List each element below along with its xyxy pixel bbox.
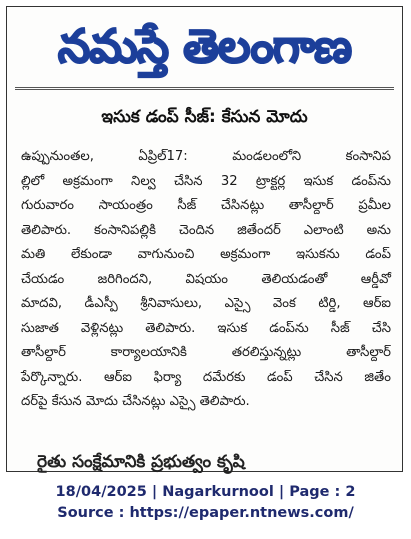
article-line: దర్‌పై కేసున మోదు చేసినట్లు ఎస్సై తెలిపారు. [21, 394, 250, 409]
article-line: గురువారం సాయంత్రం సీజ్ చేసినట్లు తాసీల్దార్ ప్రమీల [21, 198, 391, 213]
masthead-divider [15, 87, 394, 90]
news-clipping [6, 6, 403, 472]
article-line: సుజాత వెళ్లినట్లు తెలిపారు. ఇసుక డంప్‌ను సీజ్ చేసి [21, 320, 391, 336]
article-line: చేయడం జరిగిందని, విషయం తెలియడంతో ఆర్డీవో [21, 271, 391, 287]
article-line: పేర్కొన్నారు. ఆర్ఐ ఫిర్యా దమేరకు డంప్ చేసిన జితేం [21, 369, 391, 385]
next-article-headline-cut [37, 452, 372, 477]
article-line: తెలిపారు. కంసానిపల్లికి చెందిన జితేందర్ ఎలాంటి అను [21, 222, 391, 238]
article-line: ల్లిలో అక్రమంగా నిల్వ చేసిన 32 ట్రాక్టర్ల ఇసుక డంప్‌ను [21, 173, 391, 189]
article-line: ఉప్పునుంతల, ఏప్రిల్17: మండలంలోని కంసానిప [21, 149, 391, 164]
clipping-source-footer [0, 482, 411, 524]
article-line: తాసీల్దార్ కార్యాలయానికి తరలిస్తున్నట్లు తాసీల్దార్ [21, 345, 391, 360]
masthead [7, 7, 402, 85]
article-headline: ఇసుక డంప్ సీజ్: కేసున మోదు [101, 107, 308, 127]
next-article-headline: రైతు సంక్షేమానికి ప్రభుత్వం కృషి [37, 452, 245, 472]
article-line: మాదవి, డీఎస్పీ శ్రీనివాసులు, ఎస్సై వెంక టిర్డి, ఆర్ఐ [21, 296, 391, 311]
article-body [21, 145, 391, 415]
footer-source-url: Source : https://epaper.ntnews.com/ [57, 505, 354, 521]
footer-date-edition-page: 18/04/2025 | Nagarkurnool | Page : 2 [55, 484, 356, 500]
masthead-logo: నమస్తే తెలంగాణ [57, 19, 352, 73]
article-line: మతి లేకుండా వాగునుంచి అక్రమంగా ఇసుకను డంప్ [21, 247, 391, 262]
